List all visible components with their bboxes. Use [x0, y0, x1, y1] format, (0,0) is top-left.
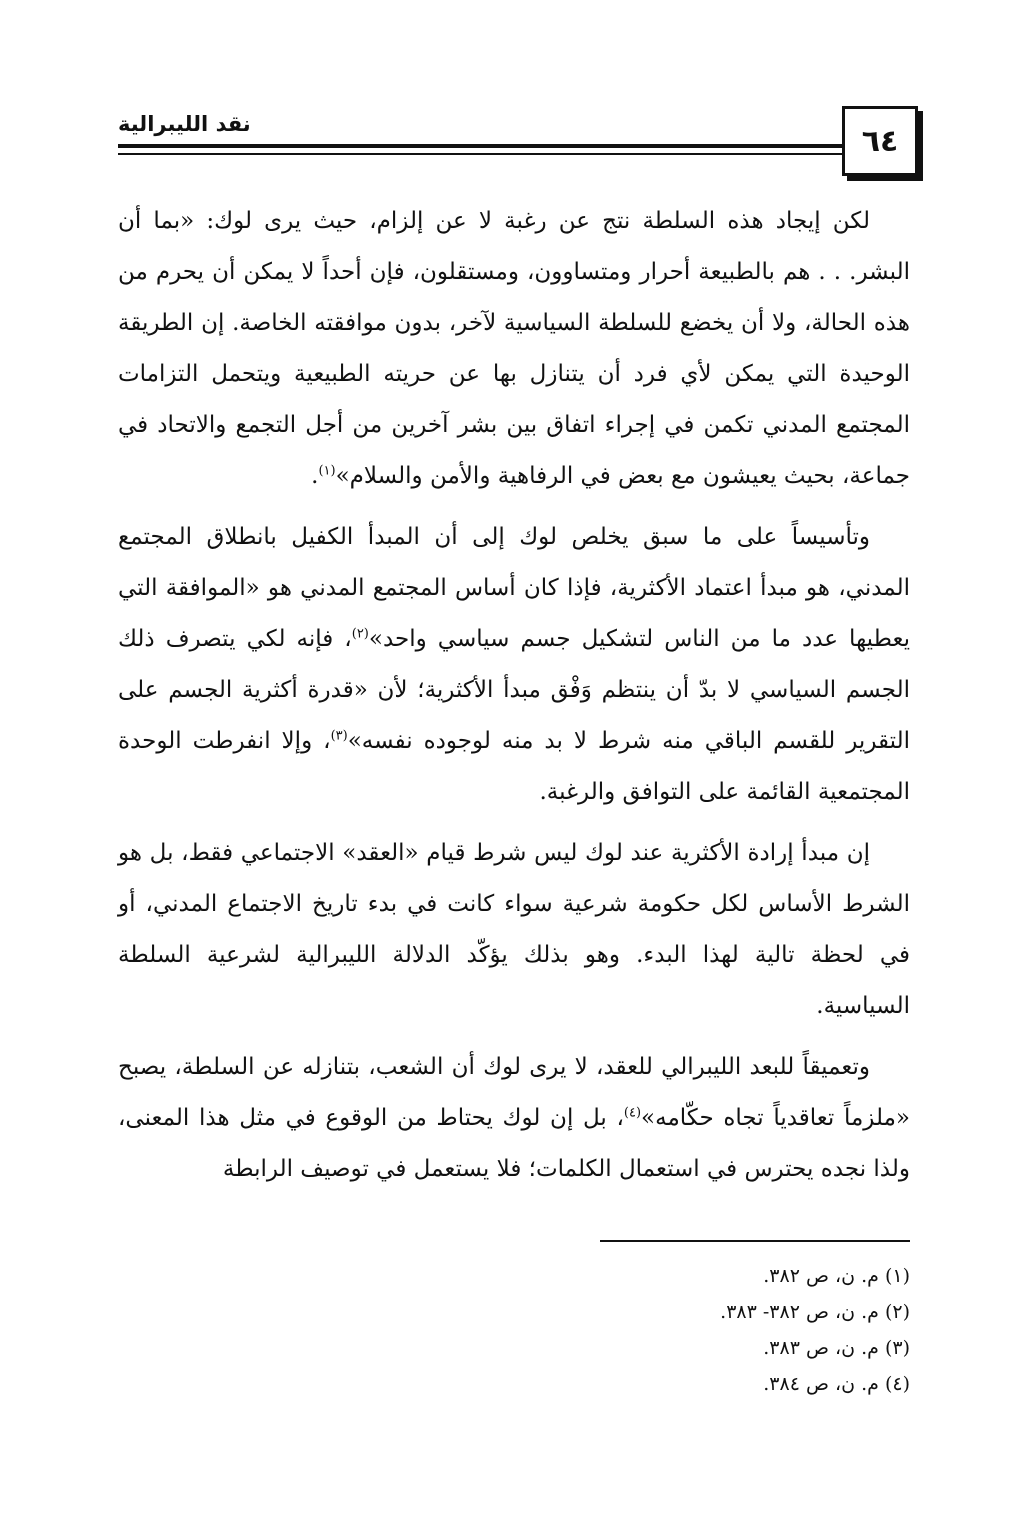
- footnote-ref-4: (٤): [623, 1105, 642, 1121]
- paragraph-2-text-b: ، فإنه لكي يتصرف ذلك الجسم السياسي لا بدّ أن ينتظم وَفْق مبدأ الأكثرية؛ لأن «قدرة أكثرية الجسم على التقرير للقسم الباقي منه شرط لا بد منه لوجوده نفسه»: [118, 626, 910, 754]
- paragraph-3: إن مبدأ إرادة الأكثرية عند لوك ليس شرط قيام «العقد» الاجتماعي فقط، بل هو الشرط الأساس لكل حكومة شرعية سواء كانت في بدء تاريخ الاجتماع المدني، أو في لحظة تالية لهذا البدء. وهو بذلك يؤكّد الدلالة الليبرالية لشرعية السلطة السياسية.: [118, 840, 910, 1019]
- footnote-3: (٣) م. ن، ص ٣٨٣.: [763, 1337, 910, 1359]
- footnote-1: (١) م. ن، ص ٣٨٢.: [763, 1265, 910, 1287]
- paragraph-1-end: .: [311, 463, 319, 489]
- footnote-ref-3: (٣): [330, 728, 348, 744]
- paragraph-2: [118, 512, 910, 818]
- paragraph-2-text-c: ، وإلا انفرطت الوحدة المجتمعية القائمة على التوافق والرغبة.: [118, 728, 910, 805]
- paragraph-1: [118, 196, 910, 502]
- footnotes: [510, 1258, 910, 1402]
- header-rule-thick: [118, 144, 848, 148]
- paragraph-2-text-a: وتأسيساً على ما سبق يخلص لوك إلى أن المبدأ الكفيل بانطلاق المجتمع المدني، هو مبدأ اعتماد الأكثرية، فإذا كان أساس المجتمع المدني هو «الموافقة التي يعطيها عدد ما من الناس لتشكيل جسم سياسي واحد»: [118, 524, 910, 652]
- footnote-4: (٤) م. ن، ص ٣٨٤.: [763, 1373, 910, 1395]
- page-header: [118, 100, 918, 182]
- footnote-2: (٢) م. ن، ص ٣٨٢- ٣٨٣.: [720, 1301, 910, 1323]
- paragraph-1-text: لكن إيجاد هذه السلطة نتج عن رغبة لا عن إلزام، حيث يرى لوك: «بما أن البشر. . . هم بالطبيعة أحرار ومتساوون، ومستقلون، فإن أحداً لا يمكن أن يحرم من هذه الحالة، ولا أن يخضع للسلطة السياسية لآخر، بدون موافقته الخاصة. إن الطريقة الوحيدة التي يمكن لأي فرد أن يتنازل بها عن حريته الطبيعية ويتحمل التزامات المجتمع المدني تكمن في إجراء اتفاق بين بشر آخرين من أجل التجمع والاتحاد في جماعة، بحيث يعيشون مع بعض في الرفاهية والأمن والسلام»: [118, 208, 910, 489]
- footnote-ref-1: (١): [318, 463, 336, 479]
- footnote-separator: [600, 1240, 910, 1242]
- running-title: نقد الليبرالية: [118, 112, 251, 136]
- paragraph-4-text-b: ، بل إن لوك يحتاط من الوقوع في مثل هذا المعنى، ولذا نجده يحترس في استعمال الكلمات؛ فلا يستعمل في توصيف الرابطة: [118, 1105, 910, 1182]
- paragraph-4: [118, 1042, 910, 1195]
- footnote-ref-2: (٢): [351, 626, 369, 642]
- page-number: ٦٤: [842, 106, 918, 176]
- header-rule-thin: [118, 153, 848, 155]
- body-text: [118, 196, 910, 1205]
- paragraph-4-text-a: وتعميقاً للبعد الليبرالي للعقد، لا يرى لوك أن الشعب، بتنازله عن السلطة، يصبح «ملزماً تعاقدياً تجاه حكّامه»: [118, 1054, 910, 1131]
